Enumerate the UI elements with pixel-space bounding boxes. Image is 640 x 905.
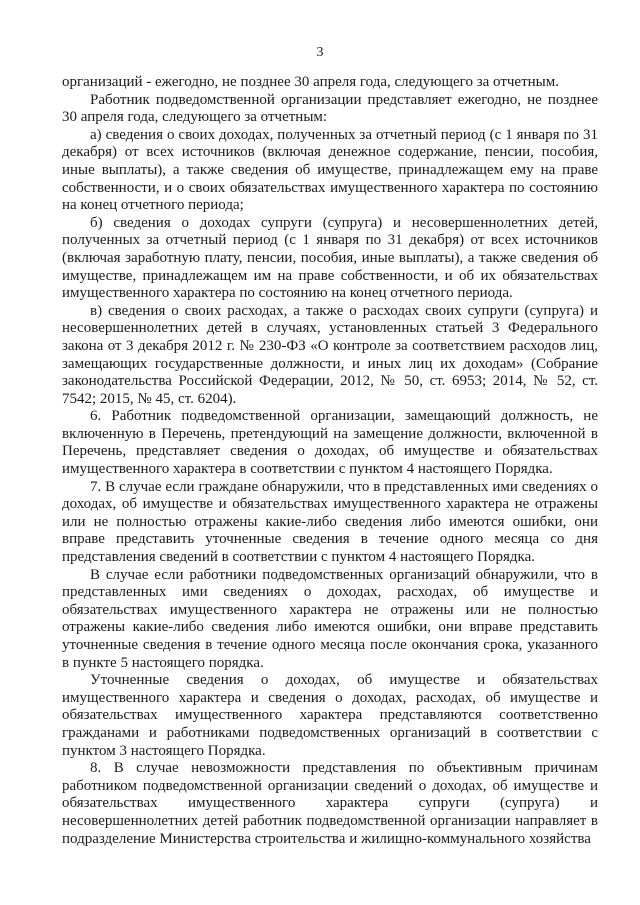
paragraph-clause-8: 8. В случае невозможности представления по объективным причинам работником подведомственной организации сведений о доходах, об имуществе и обязательствах имущественного характера супруги (супруга) и несовершеннолетних детей работник подведомственной организации направляет в подразделение Министерства строительства и жилищно-коммунального хозяйства (62, 760, 598, 847)
paragraph-item-v: в) сведения о своих расходах, а также о расходах своих супруги (супруга) и несовершеннолетних детей в случаях, установленных статьей 3 Федерального закона от 3 декабря 2012 г. № 230-ФЗ «О контроле за соответствием расходов лиц, замещающих государственные должности, и иных лиц их доходам» (Собрание законодательства Российской Федерации, 2012, № 50, ст. 6953; 2014, № 52, ст. 7542; 2015, № 45, ст. 6204). (62, 302, 598, 407)
document-body (62, 74, 598, 848)
paragraph-item-b: б) сведения о доходах супруги (супруга) и несовершеннолетних детей, полученных за отчетный период (с 1 января по 31 декабря) от всех источников (включая заработную плату, пенсии, пособия, иные выплаты), а также сведения об имуществе, принадлежащем им на праве собственности, и об их обязательствах имущественного характера по состоянию на конец отчетного периода. (62, 214, 598, 302)
page-number: 3 (316, 45, 324, 60)
paragraph-clause-6: 6. Работник подведомственной организации, замещающий должность, не включенную в Перечень, претендующий на замещение должности, включенной в Перечень, представляет сведения о доходах, об имуществе и обязательствах имущественного характера в соответствии с пунктом 4 настоящего Порядка. (62, 408, 598, 478)
paragraph-continuation: организаций - ежегодно, не позднее 30 апреля года, следующего за отчетным. (62, 74, 559, 90)
paragraph-clause-7-workers: В случае если работники подведомственных организаций обнаружили, что в представленных ими сведениях о доходах, расходах, об имуществе и обязательствах имущественного характера не отражены или не полностью отражены какие-либо сведения либо имеются ошибки, они вправе представить уточненные сведения в течение одного месяца после окончания срока, указанного в пункте 5 настоящего порядка. (62, 566, 598, 671)
paragraph-employee-annual: Работник подведомственной организации представляет ежегодно, не позднее 30 апреля года, следующего за отчетным: (62, 91, 598, 126)
paragraph-clause-7-updated: Уточненные сведения о доходах, об имуществе и обязательствах имущественного характера и сведения о доходах, расходах, об имуществе и обязательствах имущественного характера представляются соответственно гражданами и работниками подведомственных организаций в соответствии с пунктом 3 настоящего Порядка. (62, 672, 598, 759)
paragraph-clause-7: 7. В случае если граждане обнаружили, что в представленных ими сведениях о доходах, об имуществе и обязательствах имущественного характера не отражены или не полностью отражены какие-либо сведения либо имеются ошибки, они вправе представить уточненные сведения в течение одного месяца со дня представления сведений в соответствии с пунктом 4 настоящего Порядка. (62, 478, 598, 566)
paragraph-item-a: а) сведения о своих доходах, полученных за отчетный период (с 1 января по 31 декабря) от всех источников (включая денежное содержание, пенсии, пособия, иные выплаты), а также сведения об имуществе, принадлежащем ему на праве собственности, и о своих обязательствах имущественного характера по состоянию на конец отчетного периода; (62, 126, 598, 214)
